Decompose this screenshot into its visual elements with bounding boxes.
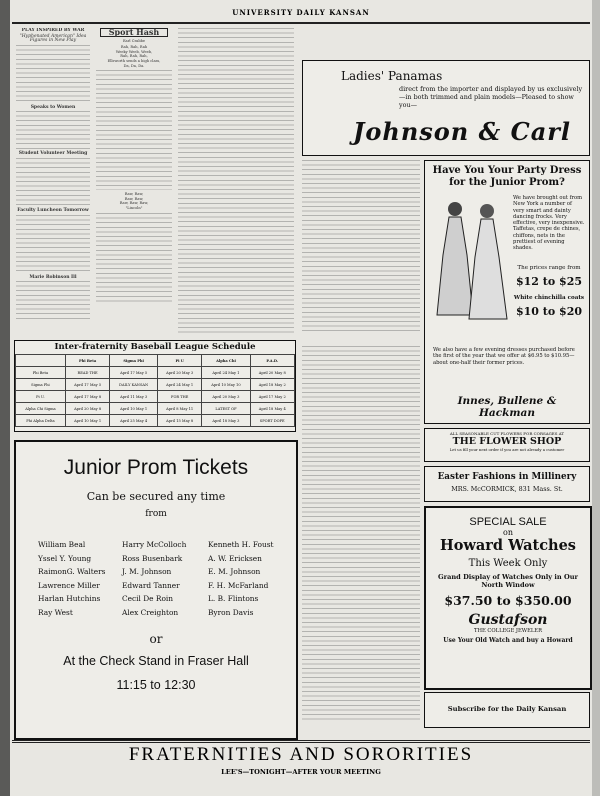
table-header: Sigma Phi (110, 355, 158, 367)
seller-names (38, 538, 288, 619)
millinery-ad (424, 466, 590, 502)
filler-text (302, 346, 420, 722)
week-label: This Week Only (468, 558, 548, 569)
gustafson-logo: Gustafson (468, 612, 548, 628)
table-row (16, 379, 295, 391)
ad-footer-text: We also have a few evening dresses purchased before the first of the year that we offer at $6.95 to $10.95—about one-half their former prices. (433, 347, 575, 366)
table-cell: DAILY KANSAN (110, 379, 158, 391)
news-column-4 (302, 160, 420, 338)
table-cell: April 11 May 3 (110, 391, 158, 403)
table-header-row (16, 355, 295, 367)
table-cell: April 20 May 8 (250, 367, 295, 379)
ad-body: direct from the importer and displayed by us exclusively—in both trimmed and plain models—Pleased to show you— (399, 85, 583, 109)
ad-label: ALL SEASONABLE CUT FLOWERS FOR CORSAGES AT (449, 431, 565, 436)
table-cell: Pi U. (16, 391, 66, 403)
coats-label: White chinchilla coats (513, 295, 585, 301)
list-item (38, 538, 288, 552)
news-column-3 (178, 28, 294, 338)
table-cell: April 10 May 1 (65, 415, 109, 427)
table-cell: Sigma Phi (16, 379, 66, 391)
name: Kenneth H. Foust (208, 540, 274, 549)
brand-sub: THE COLLEGE JEWELER (473, 628, 543, 634)
subscribe-text: Subscribe for the Daily Kansan (447, 705, 567, 713)
table-cell: SPORT DOPE (250, 415, 295, 427)
table-cell: READ THE (65, 367, 109, 379)
table-header: P.A.D. (250, 355, 295, 367)
schedule-title: Inter-fraternity Baseball League Schedule (54, 342, 256, 352)
table-cell: April 10 May 1 (110, 403, 158, 415)
name: Byron Davis (208, 607, 254, 617)
banner-sub: LEE'S—TONIGHT—AFTER YOUR MEETING (221, 768, 381, 776)
table-cell: FOR THE (157, 391, 201, 403)
price-range: $12 to $25 (516, 275, 582, 288)
table-cell: April 24 May 1 (202, 367, 250, 379)
name: J. M. Johnson (122, 567, 172, 576)
name: Harry McColloch (122, 540, 187, 549)
from-label: from (145, 509, 167, 519)
table-cell: Phi Beta (16, 367, 66, 379)
filler-text (16, 45, 90, 105)
section-heading: Student Volunteer Meeting (18, 151, 88, 157)
dress-illustration (433, 195, 511, 343)
byline: Earl Crabbe (122, 38, 146, 43)
price-range: $37.50 to $350.00 (444, 593, 572, 608)
ad-subheadline: Can be secured any time (86, 490, 226, 503)
sport-hash-heading: Sport Hash (100, 28, 168, 37)
on-label: on (503, 528, 513, 537)
subscribe-box (424, 692, 590, 728)
name: L. B. Flintons (208, 594, 259, 603)
table-cell: April 25 May 4 (110, 415, 158, 427)
name: Ray West (38, 607, 73, 617)
table-header: Phi Beta (65, 355, 109, 367)
ad-headline: THE FLOWER SHOP (452, 436, 562, 447)
check-stand: At the Check Stand in Fraser Hall (63, 654, 249, 668)
name: RaimonG. Walters (38, 567, 106, 576)
table-cell: April 8 May 11 (157, 403, 201, 415)
party-dress-ad (424, 160, 590, 424)
fraternities-banner: FRATERNITIES AND SORORITIES (128, 744, 474, 765)
table-row (16, 391, 295, 403)
junior-prom-tickets-ad (14, 440, 298, 740)
table-header: Pi U (157, 355, 201, 367)
cheer-verse: Rah, Rah, Rah Weeky Weeb, Weeb, Rah, Rah, Rah, Ellsworth sends a high class, Da, Da, Da. (107, 45, 161, 68)
name: Harlan Hutchins (38, 594, 101, 603)
page-binding-edge (0, 0, 10, 796)
table-cell: April 15 May 8 (157, 415, 201, 427)
filler-text (96, 70, 172, 190)
howard-watches-ad (424, 506, 592, 690)
list-item (38, 606, 288, 620)
name: Ross Busenbark (122, 553, 183, 563)
table-cell: Alpha Chi Sigma (16, 403, 66, 415)
news-column-1 (16, 28, 90, 338)
section-heading: Speaks to Women (30, 104, 76, 110)
table-row (16, 403, 295, 415)
filler-text (16, 281, 90, 321)
filler-text (16, 158, 90, 208)
list-item (38, 579, 288, 593)
table-row (16, 367, 295, 379)
ad-headline: Ladies' Panamas (341, 69, 443, 83)
or-label: or (149, 632, 163, 646)
filler-text (16, 111, 90, 151)
section-heading: Marie Robinson Ill (29, 274, 77, 280)
page-right-edge (592, 0, 600, 796)
coats-range: $10 to $20 (516, 305, 582, 318)
table-cell: April 18 May 2 (250, 379, 295, 391)
table-cell: April 10 May 10 (202, 379, 250, 391)
masthead: UNIVERSITY DAILY KANSAN (12, 8, 590, 24)
table-header: Alpha Chi (202, 355, 250, 367)
filler-text (96, 213, 172, 303)
prices-label: The prices range from (517, 265, 581, 271)
ad-headline: Howard Watches (440, 537, 576, 554)
table-cell: April 17 May 2 (250, 391, 295, 403)
name: F. H. McFarland (208, 580, 269, 590)
name: A. W. Ericksen (208, 553, 262, 563)
ad-headline: Have You Your Party Dress for the Junior Prom? (432, 165, 582, 188)
store-logo: Innes, Bullene & Hackman (457, 395, 557, 419)
ad-body: We have brought out from New York a number of very smart and dainty dancing frocks. Very effective, very inexpensive. Taffetas, crepe de chines, chiffons, nets in the prettiest of evening shades. (513, 195, 585, 252)
flower-shop-ad (424, 428, 590, 462)
ad-footer-text: Use Your Old Watch and buy a Howard (443, 637, 573, 644)
table-cell: April 17 May 8 (65, 391, 109, 403)
name: William Beal (38, 540, 86, 549)
cheer-verse-2: Raw, Raw, Raw, Raw, Raw, Raw, Raw, "Lincoln" (119, 192, 149, 210)
name: Edward Tanner (122, 580, 180, 590)
ad-body: Grand Display of Watches Only in Our North Window (438, 573, 578, 589)
news-column-2 (96, 28, 172, 338)
ad-headline: Easter Fashions in Millinery (437, 472, 577, 482)
list-item (38, 565, 288, 579)
name: Cecil De Roin (122, 594, 174, 603)
table-cell: April 20 May 8 (65, 403, 109, 415)
table-row (16, 415, 295, 427)
article-heading: PLAY INSPIRED BY WAR (21, 28, 85, 33)
table-cell: April 20 May 3 (202, 391, 250, 403)
table-header (16, 355, 66, 367)
table-cell: April 18 May 4 (250, 403, 295, 415)
ladies-panamas-ad (302, 60, 590, 156)
ad-body: Let us fill your next order if you are not already a customer (449, 447, 565, 452)
list-item (38, 592, 288, 606)
table-cell: LATEST OF (202, 403, 250, 415)
name: E. M. Johnson (208, 567, 261, 576)
section-heading: Faculty Luncheon Tomorrow (17, 207, 89, 213)
news-column-4b (302, 346, 420, 726)
ad-headline: Junior Prom Tickets (63, 456, 249, 479)
table-cell: April 18 May 3 (202, 415, 250, 427)
name: Yssel Y. Young (38, 553, 92, 563)
article-subheading: "Hyphenated American" Idea Figures in New Play (19, 33, 87, 44)
banner-rule (12, 740, 590, 743)
list-item (38, 552, 288, 566)
baseball-schedule (14, 340, 296, 432)
name: Alex Creighton (122, 607, 179, 617)
schedule-table (15, 354, 295, 427)
sale-label: SPECIAL SALE (469, 516, 547, 528)
table-cell: April 20 May 3 (157, 367, 201, 379)
filler-text (302, 160, 420, 335)
table-cell: April 24 May 1 (157, 379, 201, 391)
filler-text (16, 215, 90, 275)
filler-text (178, 28, 294, 333)
name: Lawrence Miller (38, 580, 100, 590)
ad-subheadline: MRS. McCORMICK, 831 Mass. St. (451, 485, 563, 493)
table-cell: Phi Alpha Delta (16, 415, 66, 427)
johnson-carl-logo: Johnson & Carl (353, 117, 572, 146)
ticket-time: 11:15 to 12:30 (116, 678, 196, 692)
table-cell: April 17 May 5 (65, 379, 109, 391)
table-cell: April 17 May 5 (110, 367, 158, 379)
